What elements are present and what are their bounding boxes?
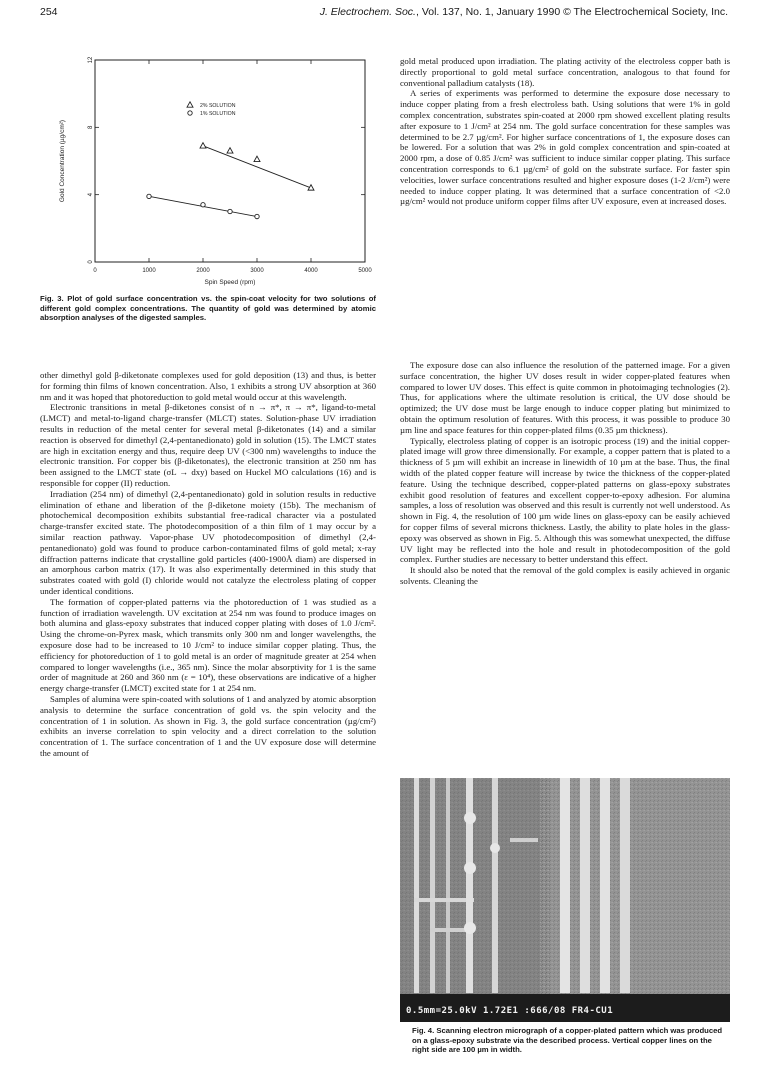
legend-label: 2% SOLUTION [200,103,236,109]
y-axis-label: Gold Concentration (µg/cm²) [59,119,66,203]
fit-line [203,146,311,188]
figure-3-caption: Fig. 3. Plot of gold surface concentration vs. the spin-coat velocity for two solutions of different gold complex concentrations. The quantity of gold was determined by atomic absorption analyses of the digested samples. [40,294,376,323]
sem-data-bar: 0.5mm=25.0kV 1.72E1 :666/08 FR4-CU1 [406,1006,614,1016]
y-tick-label: 0 [88,260,94,264]
paragraph: Samples of alumina were spin-coated with solutions of 1 and analyzed by atomic absorption analysis to determine the surface concentration of gold vs. the spin velocity and the concentration of 1 in solution. As shown in Fig. 3, the gold surface concentration (µg/cm²) exhibits an inverse correlation to spin velocity and a direct correlation to the solution concentration of 1. The surface concentration of 1 and the UV exposure dose will determine the amount of [40,693,376,758]
paragraph: Typically, electroless plating of copper is an isotropic process (19) and the initial copper-plated image will grow three dimensionally. For example, a copper pattern that is plated to a thickness of 5 µm will exhibit an increase in linewidth of 10 µm at the base. Thus, the final width of the plated copper feature will increase by twice the thickness of the copper-plated feature. Using the technique described, copper-plated patterns on glass-epoxy substrates exhibit good resolution of features and excellent copper-to-epoxy adhesion. For alumina samples, a loss of resolution was observed and this result is currently not well understood. As shown in Fig. 4, the resolution of 100 µm wide lines on glass-epoxy can be easily achieved for copper films of several microns thickness. Lastly, the ability to plate holes in the glass-epoxy was observed as shown in Fig. 5. Although this was somewhat unexpected, the diffuse UV light may be reflected into the hole and result in photodecomposition of the gold complex. Further studies are necessary to better understand this effect. [400,435,730,565]
figure-4-caption: Fig. 4. Scanning electron micrograph of a copper-plated pattern which was produced on a glass-epoxy substrate via the described process. Vertical copper lines on the right side are 100 µm in width. [412,1026,723,1055]
legend-label: 1% SOLUTION [200,111,236,117]
y-tick-label: 8 [88,125,94,130]
x-tick-label: 3000 [250,268,264,274]
paragraph: It should also be noted that the removal of the gold complex is easily achieved in organic solvents. Cleaning the [400,565,730,586]
right-text-column [400,56,730,207]
x-tick-label: 2000 [196,268,210,274]
x-tick-label: 0 [93,268,97,274]
journal-name: J. Electrochem. Soc. [319,6,416,18]
citation-detail: , Vol. 137, No. 1, January 1990 © The Electrochemical Society, Inc. [415,6,728,18]
paragraph: Irradiation (254 nm) of dimethyl (2,4-pentanedionato) gold in solution results in reductive elimination of ethane and liberation of the β-diketone moiety (15b). The mechanism of photochemical decomposition exhibits substantial free-radical character via a postulated charge-transfer excited state. The photodecomposition of a thin film of 1 may occur by a similar reaction pathway. Vapor-phase UV photodecomposition of dimethyl (2,4-pentanedionato) gold was found to produce carbon-contaminated films of gold metal; x-ray diffraction patterns indicate that crystalline gold particles (400-1900Å diam) are dispersed in an amorphous carbon matrix (17). It was also experimentally determined in this study that substrates coated with gold (I) chloride would not catalyze the electroless plating of copper under identical conditions. [40,488,376,596]
data-point-circle [147,194,151,198]
x-tick-label: 5000 [358,268,372,274]
left-text-column [40,370,376,759]
figure-4-micrograph [400,778,730,1022]
journal-citation [320,6,728,18]
sem-image [400,778,730,1022]
data-point-circle [188,111,192,115]
paragraph: other dimethyl gold β-diketonate complexes used for gold deposition (13) and thus, is better for forming thin films of known concentration. Also, 1 exhibits a strong UV absorption at 360 nm and it was hoped that photoreduction to gold metal would occur at this wavelength. [40,370,376,402]
data-point-circle [201,203,205,207]
x-axis-label: Spin Speed (rpm) [204,279,256,286]
y-tick-label: 12 [88,56,94,64]
chart-svg [40,50,376,290]
running-header [40,6,728,22]
right-text-column-continued [400,360,730,587]
y-tick-label: 4 [88,192,94,197]
data-point-triangle [200,143,206,148]
paragraph: The exposure dose can also influence the resolution of the patterned image. For a given surface concentration, the higher UV doses result in wider copper-plated features when compared to lower UV doses. This effect is quite common in photoimaging technologies (2). Thus, for applications where the ultimate resolution is critical, the UV dose should be optimized; the UV dose must be large enough to induce copper plating but minimized to obtain the optimum resolution of features. With this process, it was possible to produce 30 µm line and space features for thin copper-plated films (0.35 µm thickness). [400,360,730,435]
data-point-triangle [254,156,260,161]
page-number: 254 [40,6,58,18]
paragraph: gold metal produced upon irradiation. The plating activity of the electroless copper bath is directly proportional to gold metal surface concentration, analogous to that found for conventional palladium catalysts (18). [400,56,730,88]
paragraph: Electronic transitions in metal β-diketones consist of n → π*, π → π*, ligand-to-metal (LMCT) and metal-to-ligand charge-transfer (MLCT) states. Solution-phase UV irradiation results in reduction of the metal center for several metal β-diketonates (14) and a similar reaction is observed for dimethyl (2,4-pentanedionato) gold in solution (15). The LMCT states are high in excitation energy and thus, require deep UV (<300 nm) wavelengths to induce the electronic transition. For copper bis (β-diketonates), the electronic transition at 250 nm has been assigned to the LMCT state (σL → dxy) based on Huckel MO calculations (16) and is responsible for copper (II) reduction. [40,402,376,488]
data-point-circle [228,209,232,213]
data-point-circle [255,214,259,218]
paragraph: A series of experiments was performed to determine the exposure dose necessary to induce copper plating from a fresh electroless bath. Using solutions that were 1% in gold complex concentration, substrates spin-coated at 2000 rpm showed excellent plating results after exposure to 1 J/cm² at 254 nm. The gold surface concentration for these samples was determined to be 2.7 µg/cm². For higher surface concentrations of 1, the exposure doses can be lowered. For a solution that was 2% in gold complex concentration and spin-coated at 2000 rpm, a dose of 0.85 J/cm² was sufficient to induce similar copper plating. This surface concentration corresponds to 6.1 µg/cm² of gold on the substrate surface. For faster spin velocities, lower surface concentrations resulted and higher exposure doses (1-2 J/cm²) were needed to induce copper plating. It was determined that a surface concentration of <2.0 µg/cm² would not produce uniform copper films after UV exposure, even at increased doses. [400,88,730,207]
paragraph: The formation of copper-plated patterns via the photoreduction of 1 was studied as a function of irradiation wavelength. UV excitation at 254 nm was found to produce images on both alumina and glass-epoxy substrates that induced copper plating with doses of 1.0 J/cm². Using the chrome-on-Pyrex mask, which transmits only 300 nm and longer wavelengths, the exposure dose had to be increased to 10 J/cm² to induce similar copper plating. Thus, the efficiency for photoreduction of 1 to gold metal is an order of magnitude greater at 254 when compared to longer wavelengths (i.e., 365 nm). Since the molar absorptivity for 1 is the same order of magnitude at 260 and 360 nm (ε = 10⁴), these observations are indicative of a higher energy charge-transfer (LMCT) excited state for 1 at 254 nm. [40,596,376,694]
data-point-triangle [227,148,233,153]
x-tick-label: 4000 [304,268,318,274]
plot-frame [95,60,365,262]
figure-3-chart [40,50,376,290]
data-point-triangle [187,102,193,107]
x-tick-label: 1000 [142,268,156,274]
